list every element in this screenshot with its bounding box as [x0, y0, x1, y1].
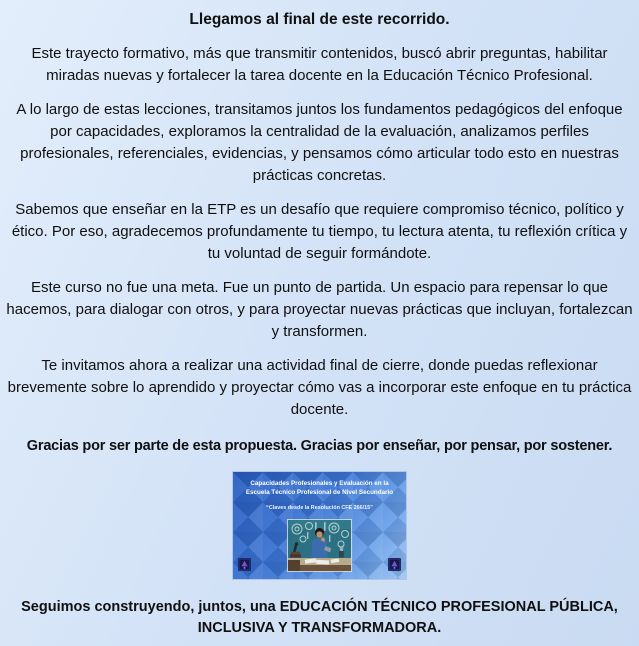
- thanks-line: Gracias por ser parte de esta propuesta. Gracias por enseñar, por pensar, por sostener.: [26, 438, 613, 454]
- paragraph-desafio: Sabemos que enseñar en la ETP es un desafío que requiere compromiso técnico, político y ético. Por eso, agradecemos profundamente tu tiempo, tu lectura atenta, tu reflexión crítica y tu voluntad de seguir formándote.: [11, 201, 628, 262]
- slide-subtitle: “Claves desde la Resolución CFE 266/15”: [266, 505, 373, 511]
- paragraph-actividad-final: Te invitamos ahora a realizar una actividad final de cierre, donde puedas reflexionar brevemente sobre lo aprendido y proyectar cómo vas a incorporar este enfoque en tu práctica docente.: [7, 357, 632, 418]
- closing-line: Seguimos construyendo, juntos, una EDUCACIÓN TÉCNICO PROFESIONAL PÚBLICA, INCLUSIVA Y TRANSFORMADORA.: [21, 599, 618, 636]
- paragraph-punto-de-partida: Este curso no fue una meta. Fue un punto de partida. Un espacio para repensar lo que hacemos, para dialogar con otros, y para proyectar nuevas prácticas que incluyan, fortalezcan y transformen.: [6, 279, 633, 340]
- page-title: Llegamos al final de este recorrido.: [189, 11, 450, 28]
- workshop-photo: [288, 520, 351, 571]
- paragraph-lecciones: A lo largo de estas lecciones, transitamos juntos los fundamentos pedagógicos del enfoque por capacidades, exploramos la centralidad de la evaluación, analizamos perfiles profesionales, referenciales, evidencias, y pensamos cómo articular todo esto en nuestras prácticas concretas.: [16, 101, 623, 184]
- course-slide-thumbnail: [233, 472, 406, 579]
- institution-logo-left-icon: [238, 558, 251, 571]
- institution-logo-right-icon: [388, 558, 401, 571]
- paragraph-trayecto: Este trayecto formativo, más que transmitir contenidos, buscó abrir preguntas, habilitar miradas nuevas y fortalecer la tarea docente en la Educación Técnico Profesional.: [31, 45, 608, 84]
- slide-title: Capacidades Profesionales y Evaluación en la Escuela Técnico Profesional de Nivel Secundario: [245, 480, 394, 496]
